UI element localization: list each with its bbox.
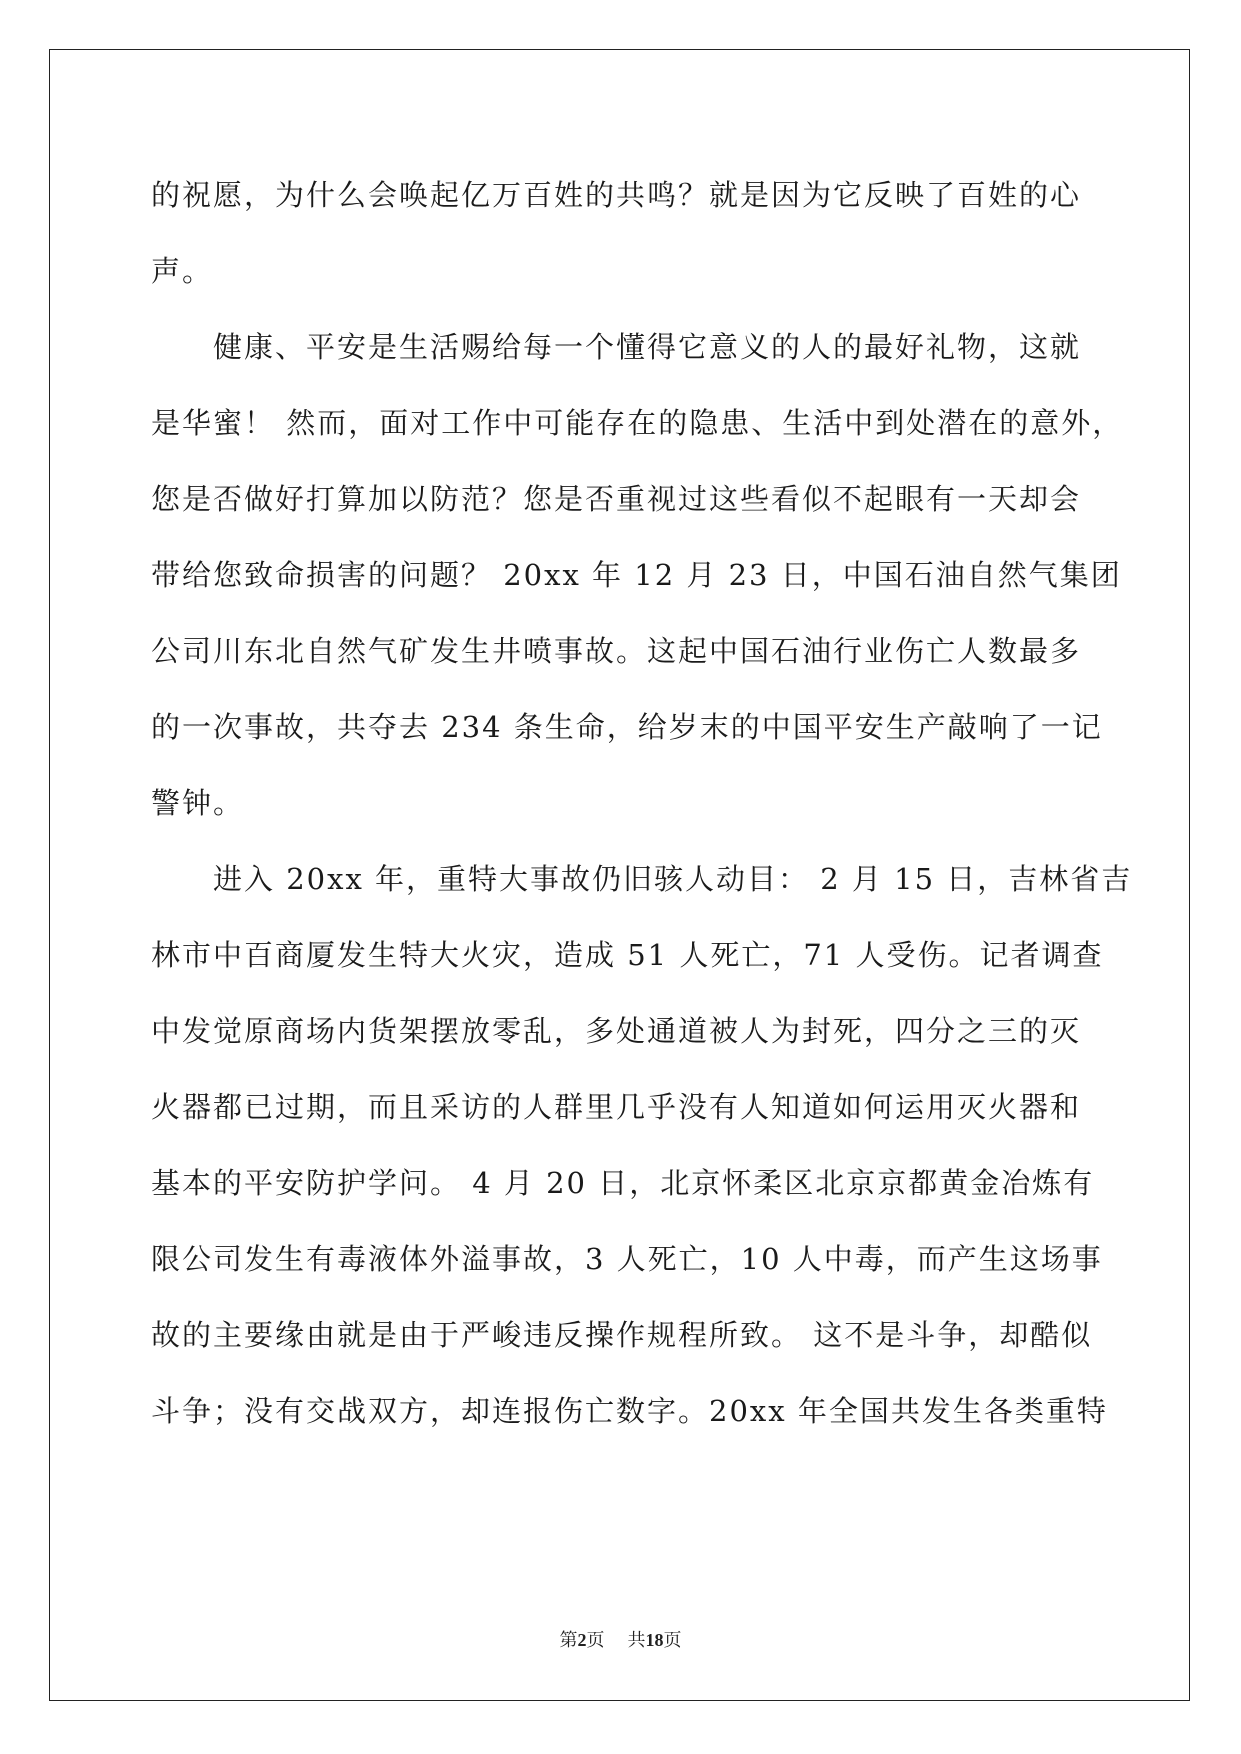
paragraph-line: 声。 <box>151 254 214 288</box>
page-number: 2 <box>577 1630 587 1650</box>
footer-prefix: 第 <box>559 1630 578 1651</box>
footer-total-suffix: 页 <box>663 1630 682 1651</box>
paragraph-line: 故的主要缘由就是由于严峻违反操作规程所致。 这不是斗争，却酷似 <box>151 1318 1093 1352</box>
paragraph-line: 是华蜜！ 然而，面对工作中可能存在的隐患、生活中到处潜在的意外， <box>151 406 1124 440</box>
paragraph-line: 火器都已过期，而且采访的人群里几乎没有人知道如何运用灭火器和 <box>151 1090 1082 1124</box>
page-footer <box>0 1626 1241 1652</box>
paragraph-1 <box>151 157 1086 309</box>
paragraph-line: 林市中百商厦发生特大火灾，造成 51 人死亡，71 人受伤。记者调查 <box>151 938 1104 972</box>
paragraph-3 <box>151 841 1133 1449</box>
paragraph-line: 的祝愿，为什么会唤起亿万百姓的共鸣？就是因为它反映了百姓的心 <box>151 178 1082 212</box>
paragraph-line: 基本的平安防护学问。 4 月 20 日，北京怀柔区北京京都黄金冶炼有 <box>151 1166 1095 1200</box>
paragraph-line: 您是否做好打算加以防范？您是否重视过这些看似不起眼有一天却会 <box>151 482 1082 516</box>
paragraph-line: 健康、平安是生活赐给每一个懂得它意义的人的最好礼物，这就 <box>213 330 1082 364</box>
paragraph-line: 进入 20xx 年，重特大事故仍旧骇人动目： 2 月 15 日，吉林省吉 <box>213 862 1133 896</box>
paragraph-2 <box>151 309 1124 841</box>
footer-total-prefix: 共 <box>627 1630 646 1651</box>
paragraph-line: 公司川东北自然气矿发生井喷事故。这起中国石油行业伤亡人数最多 <box>151 634 1082 668</box>
paragraph-line: 的一次事故，共夺去 234 条生命，给岁末的中国平安生产敲响了一记 <box>151 710 1103 744</box>
paragraph-line: 中发觉原商场内货架摆放零乱，多处通道被人为封死，四分之三的灭 <box>151 1014 1082 1048</box>
total-pages: 18 <box>645 1630 664 1650</box>
paragraph-line: 带给您致命损害的问题？ 20xx 年 12 月 23 日，中国石油自然气集团 <box>151 558 1122 592</box>
footer-page-suffix: 页 <box>586 1630 605 1651</box>
paragraph-line: 限公司发生有毒液体外溢事故，3 人死亡，10 人中毒，而产生这场事 <box>151 1242 1103 1276</box>
paragraph-line: 警钟。 <box>151 786 245 820</box>
paragraph-line: 斗争；没有交战双方，却连报伤亡数字。20xx 年全国共发生各类重特 <box>151 1394 1108 1428</box>
document-body <box>151 157 1133 1449</box>
